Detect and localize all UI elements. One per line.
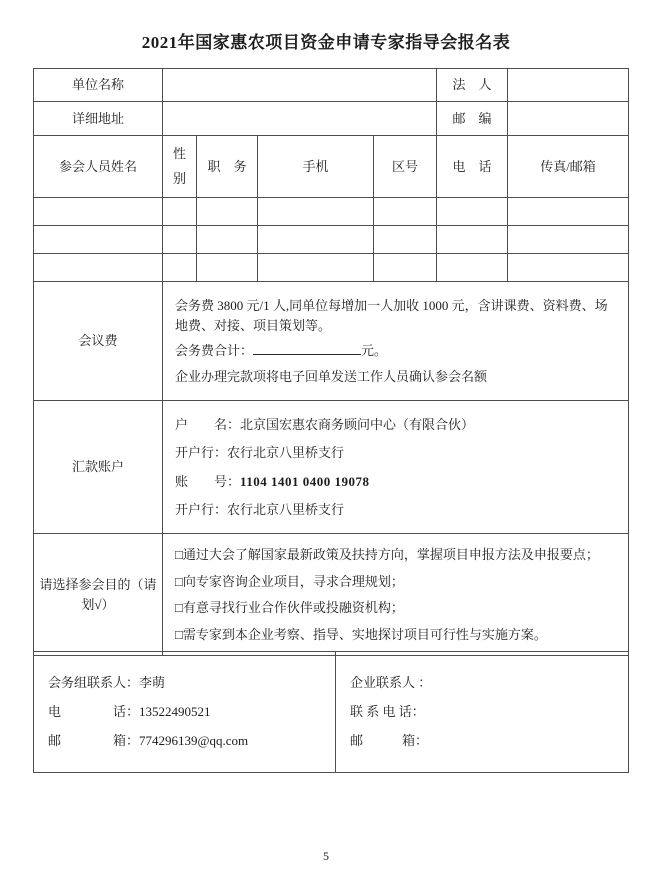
- attendee-cell: [374, 198, 437, 226]
- attendee-cell: [197, 198, 258, 226]
- enterprise-email-line: 邮 箱：: [350, 733, 429, 749]
- contacts-row: [34, 652, 629, 773]
- organizer-name: 李萌: [139, 674, 166, 690]
- company-row: [34, 69, 629, 102]
- attendee-cell: [163, 254, 197, 282]
- organizer-email-line: 邮 箱：774296139@qq.com: [48, 733, 249, 749]
- purpose-option: □向专家咨询企业项目，寻求合理规划；: [175, 573, 404, 589]
- conference-fee-row: [34, 282, 629, 401]
- checkbox-icon: □: [175, 600, 183, 615]
- attendee-header-row: [34, 136, 629, 198]
- address-blank-cell: [163, 102, 437, 136]
- fee-total-blank: [253, 342, 361, 355]
- attendee-cell: [508, 254, 629, 282]
- page-title: 2021年国家惠农项目资金申请专家指导会报名表: [141, 33, 511, 52]
- fee-note: 企业办理完款项将电子回单发送工作人员确认参会名额: [175, 368, 488, 384]
- conference-fee-content: [163, 282, 629, 401]
- purpose-label: 请选择参会目的（请划√）: [34, 534, 163, 656]
- organizer-phone-line: 电 话：13522490521: [48, 703, 211, 719]
- page-number: 5: [323, 849, 329, 863]
- remittance-account-row: [34, 401, 629, 534]
- attendee-cell: [34, 198, 163, 226]
- mobile-header: 手机: [258, 136, 374, 198]
- attendee-cell: [258, 226, 374, 254]
- contacts-table: [33, 651, 629, 773]
- attendee-cell: [34, 226, 163, 254]
- attendee-cell: [437, 226, 508, 254]
- attendee-cell: [258, 254, 374, 282]
- account-bank-line: 开户行：农行北京八里桥支行: [175, 445, 345, 460]
- attendee-cell: [508, 198, 629, 226]
- phone-header: 电 话: [437, 136, 508, 198]
- attendee-cell: [197, 254, 258, 282]
- enterprise-contact-cell: [336, 652, 629, 773]
- attendee-cell: [437, 254, 508, 282]
- address-row: [34, 102, 629, 136]
- organizer-phone: 13522490521: [139, 703, 211, 719]
- fax-email-header: 传真/邮箱: [508, 136, 629, 198]
- organizer-contact-cell: [34, 652, 336, 773]
- remittance-account-label: 汇款账户: [34, 401, 163, 534]
- checkbox-icon: □: [175, 626, 183, 642]
- fee-description: 会务费 3800 元/1 人,同单位每增加一人加收 1000 元，含讲课费、资料费、场地费、对接、项目策划等。: [175, 298, 608, 333]
- attendee-cell: [163, 198, 197, 226]
- account-number-line: 账 号：1104 1401 0400 19078: [175, 473, 370, 489]
- position-header: 职 务: [197, 136, 258, 198]
- account-number: 1104 1401 0400 19078: [240, 473, 370, 489]
- account-bank-line2: 开户行：农行北京八里桥支行: [175, 502, 345, 517]
- address-label: 详细地址: [34, 102, 163, 136]
- checkbox-icon: □: [175, 573, 183, 589]
- organizer-email: 774296139@qq.com: [139, 733, 249, 749]
- purpose-row: [34, 534, 629, 656]
- gender-header: 性 别: [163, 136, 197, 198]
- organizer-contact-line: 会务组联系人：李萌: [48, 674, 166, 690]
- legal-person-blank-cell: [508, 69, 629, 102]
- purpose-option: □需专家到本企业考察、指导、实地探讨项目可行性与实施方案。: [175, 626, 547, 642]
- attendee-name-header: 参会人员姓名: [34, 136, 163, 198]
- legal-person-label: 法 人: [437, 69, 508, 102]
- fee-total-line: 会务费合计： 元。: [175, 343, 388, 358]
- company-name-label: 单位名称: [34, 69, 163, 102]
- attendee-empty-row: [34, 198, 629, 226]
- company-name-blank-cell: [163, 69, 437, 102]
- area-code-header: 区号: [374, 136, 437, 198]
- purpose-content: [163, 534, 629, 656]
- attendee-cell: [374, 254, 437, 282]
- purpose-option: □通过大会了解国家最新政策及扶持方向，掌握项目申报方法及申报要点；: [175, 547, 599, 562]
- postal-code-blank-cell: [508, 102, 629, 136]
- account-holder-line: 户 名：北京国宏惠农商务顾问中心（有限合伙）: [175, 416, 475, 432]
- checkbox-icon: □: [175, 547, 183, 562]
- attendee-empty-row: [34, 226, 629, 254]
- attendee-cell: [34, 254, 163, 282]
- purpose-option: □有意寻找行业合作伙伴或投融资机构；: [175, 600, 404, 615]
- postal-code-label: 邮 编: [437, 102, 508, 136]
- registration-form-table: [33, 68, 629, 656]
- attendee-cell: [374, 226, 437, 254]
- attendee-cell: [197, 226, 258, 254]
- remittance-account-content: [163, 401, 629, 534]
- attendee-cell: [508, 226, 629, 254]
- attendee-cell: [258, 198, 374, 226]
- attendee-cell: [437, 198, 508, 226]
- conference-fee-label: 会议费: [34, 282, 163, 401]
- attendee-empty-row: [34, 254, 629, 282]
- attendee-cell: [163, 226, 197, 254]
- enterprise-contact-line: 企业联系人 ：: [350, 674, 432, 690]
- enterprise-phone-line: 联 系 电 话：: [350, 703, 425, 719]
